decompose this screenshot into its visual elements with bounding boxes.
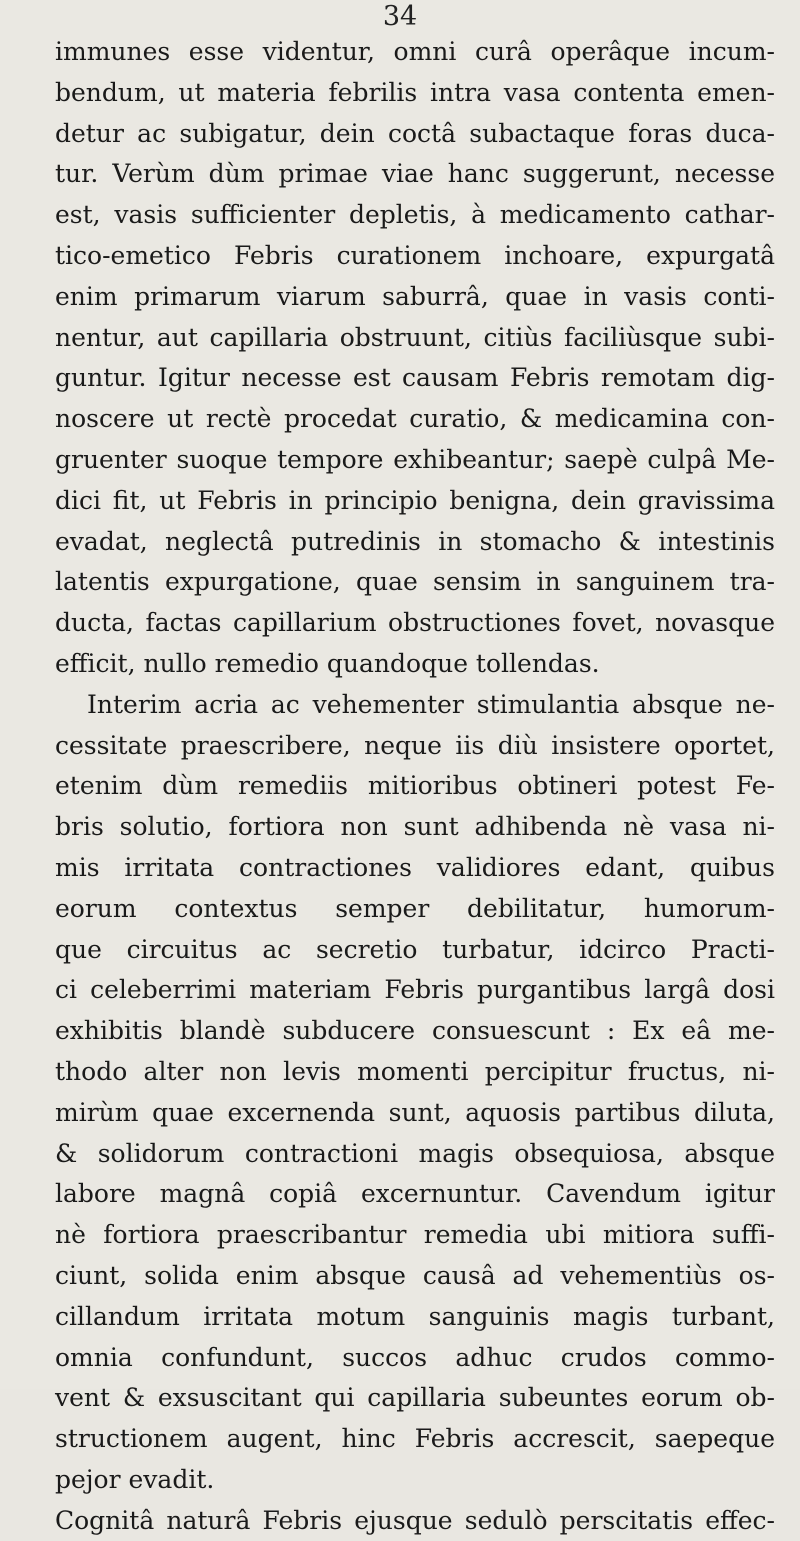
text-line: latentis expurgatione, quae sensim in sanguinem tra- — [55, 567, 775, 597]
text-line: exhibitis blandè subducere consuescunt : Ex eâ me- — [55, 1016, 775, 1046]
text-line: cessitate praescribere, neque iis diù insistere oportet, — [55, 730, 775, 760]
text-line: pejor evadit. — [55, 1464, 215, 1494]
text-line: evadat, neglectâ putredinis in stomacho & intestinis — [55, 526, 775, 556]
text-line: nentur, aut capillaria obstruunt, citiùs faciliùsque subi- — [55, 322, 775, 352]
text-line: & solidorum contractioni magis obsequiosa, absque — [55, 1138, 775, 1168]
text-line: Interim acria ac vehementer stimulantia absque ne- — [87, 689, 775, 719]
text-line: Cognitâ naturâ Febris ejusque sedulò perscitatis effec- — [55, 1505, 775, 1535]
page-number: 34 — [382, 1, 418, 32]
text-line: dici fit, ut Febris in principio benigna, dein gravissima — [55, 485, 775, 515]
text-line: bendum, ut materia febrilis intra vasa contenta emen- — [55, 77, 775, 107]
body-text — [55, 32, 775, 1541]
text-line: ducta, factas capillarium obstructiones fovet, novasque — [55, 608, 775, 638]
text-line: thodo alter non levis momenti percipitur fructus, ni- — [55, 1056, 775, 1086]
text-line: mis irritata contractiones validiores edant, quibus — [55, 852, 775, 882]
text-line: est, vasis sufficienter depletis, à medicamento cathar- — [55, 200, 775, 230]
text-line: omnia confundunt, succos adhuc crudos commo- — [55, 1342, 775, 1372]
text-line: efficit, nullo remedio quandoque tollendas. — [55, 648, 600, 678]
text-line: eorum contextus semper debilitatur, humorum- — [55, 893, 775, 923]
text-line: guntur. Igitur necesse est causam Febris remotam dig- — [55, 363, 775, 393]
text-line: etenim dùm remediis mitioribus obtineri potest Fe- — [55, 771, 775, 801]
text-line: tico-emetico Febris curationem inchoare, expurgatâ — [55, 240, 775, 270]
text-line: tur. Verùm dùm primae viae hanc suggerunt, necesse — [55, 159, 775, 189]
text-line: mirùm quae excernenda sunt, aquosis partibus diluta, — [55, 1097, 775, 1127]
text-line: labore magnâ copiâ excernuntur. Cavendum igitur — [55, 1179, 775, 1209]
text-line: nè fortiora praescribantur remedia ubi mitiora suffi- — [55, 1220, 775, 1250]
text-line: enim primarum viarum saburrâ, quae in vasis conti- — [55, 281, 775, 311]
text-line: detur ac subigatur, dein coctâ subactaque foras duca- — [55, 118, 775, 148]
text-line: que circuitus ac secretio turbatur, idcirco Practi- — [55, 934, 775, 964]
text-line: gruenter suoque tempore exhibeantur; saepè culpâ Me- — [55, 444, 775, 474]
text-line: cillandum irritata motum sanguinis magis turbant, — [55, 1301, 775, 1331]
text-line: structionem augent, hinc Febris accrescit, saepeque — [55, 1424, 775, 1454]
text-line: noscere ut rectè procedat curatio, & medicamina con- — [55, 404, 775, 434]
text-line: ci celeberrimi materiam Febris purgantibus largâ dosi — [55, 975, 775, 1005]
text-line: ciunt, solida enim absque causâ ad vehementiùs os- — [55, 1260, 775, 1290]
text-line: bris solutio, fortiora non sunt adhibenda nè vasa ni- — [55, 812, 775, 842]
text-line: immunes esse videntur, omni curâ operâque incum- — [55, 37, 775, 66]
text-line: vent & exsuscitant qui capillaria subeuntes eorum ob- — [55, 1383, 775, 1413]
